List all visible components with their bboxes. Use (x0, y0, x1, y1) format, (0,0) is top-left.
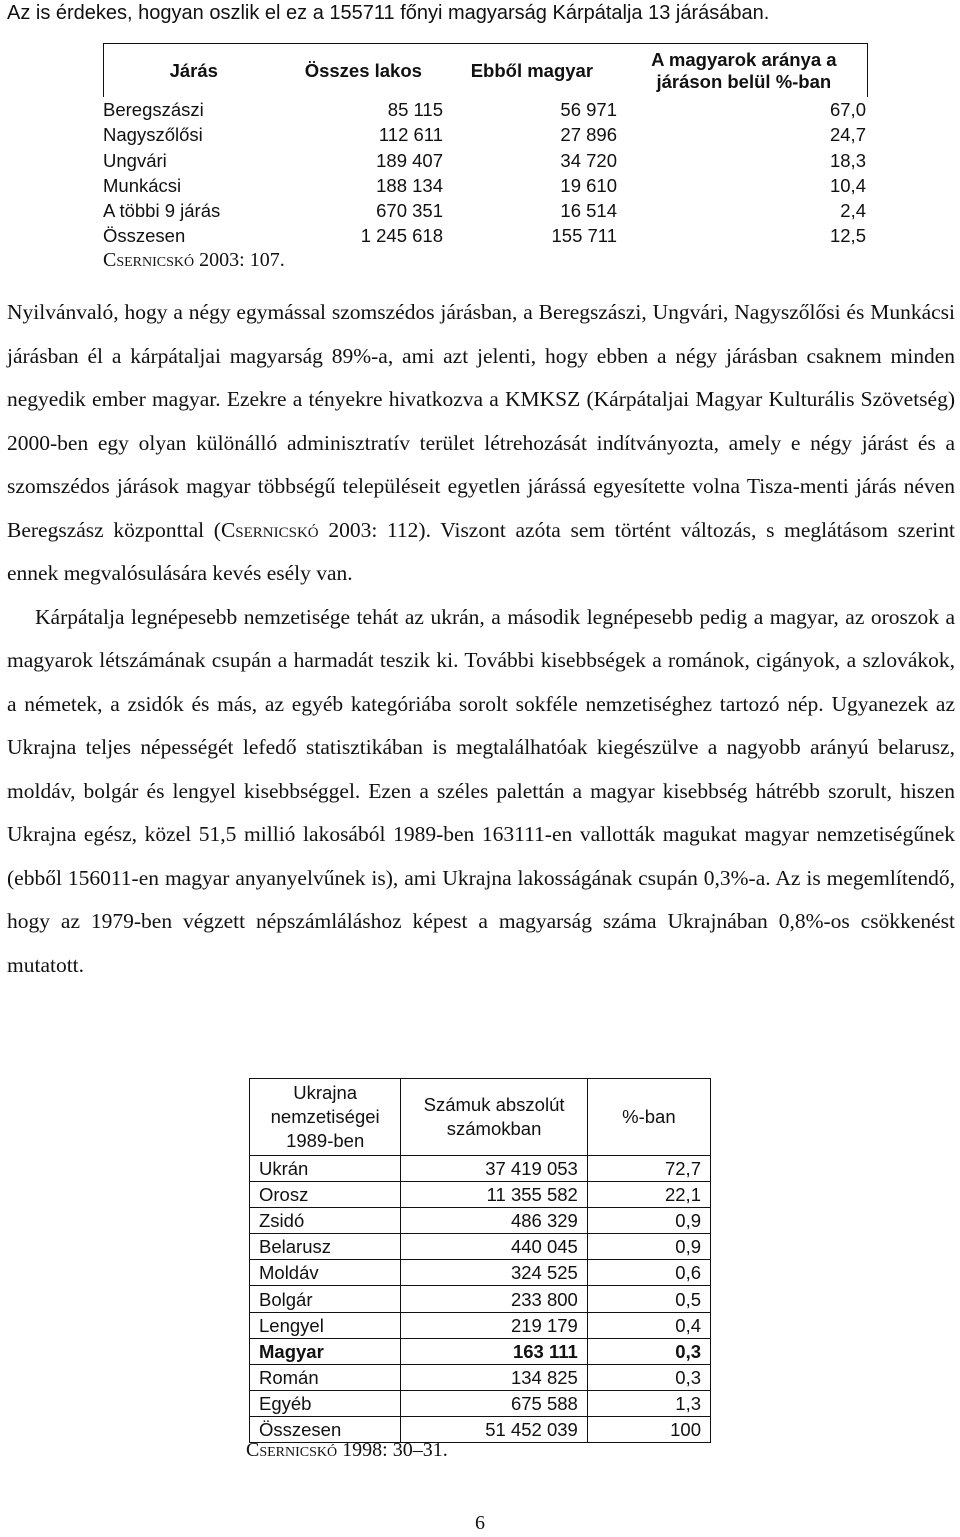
cell-nationality: Moldáv (250, 1260, 401, 1286)
header-district: Járás (169, 59, 218, 81)
cell-count: 37 419 053 (401, 1156, 588, 1182)
cell-total: 188 134 (376, 174, 443, 196)
header-hungarian: Ebből magyar (470, 59, 594, 81)
district-table-header-frame (103, 43, 868, 97)
cell-count: 324 525 (401, 1260, 588, 1286)
table-row (103, 173, 868, 198)
cell-share: 24,7 (829, 124, 866, 146)
table-row (103, 148, 868, 173)
cell-count: 233 800 (401, 1286, 588, 1312)
table-row (103, 97, 868, 122)
cell-nationality: Összesen (250, 1416, 401, 1442)
table-row (250, 1156, 711, 1182)
cell-percent: 0,6 (587, 1260, 710, 1286)
cell-count: 486 329 (401, 1208, 588, 1234)
citation-author: Csernicskó (220, 517, 319, 542)
cell-count: 675 588 (401, 1390, 588, 1416)
cell-percent: 22,1 (587, 1182, 710, 1208)
source-author: Csernicskó (246, 1439, 338, 1461)
cell-percent: 0,5 (587, 1286, 710, 1312)
table-row (250, 1286, 711, 1312)
cell-nationality: Lengyel (250, 1312, 401, 1338)
cell-percent: 0,3 (587, 1338, 710, 1364)
table-row (250, 1312, 711, 1338)
source-year-page: 2003: 107. (194, 249, 285, 271)
paragraph-2: Kárpátalja legnépesebb nemzetisége tehát az ukrán, a második legnépesebb pedig a magyar, az oroszok a magyarok létszámának csupán a harmadát teszik ki. További kisebbségek a románok, cigányok, a szlovákok, a németek, a zsidók és más, az egyéb kategóriába sorolt sokféle nemzetiséghez tartozó nép. Ugyanezek az Ukrajna teljes népességét lefedő statisztikában is megtalálhatóak kiegészülve a nagyobb arányú belarusz, moldáv, bolgár és lengyel kisebbséggel. Ezen a széles palettán a magyar kisebbség hátrébb szorult, hiszen Ukrajna egész, közel 51,5 millió lakosából 1989-ben 163111-en vallották magukat magyar nemzetiségűnek (ebből 156011-en magyar anyanyelvűnek is), ami Ukrajna lakosságának csupán 0,3%-a. Az is megemlítendő, hogy az 1979-ben végzett népszámláláshoz képest a magyarság száma Ukrajnában 0,8%-os csökkenést mutatott. (7, 604, 955, 977)
district-table-header (104, 44, 867, 97)
cell-total: 85 115 (387, 99, 443, 120)
cell-share: 10,4 (829, 174, 866, 196)
cell-hungarian: 16 514 (560, 200, 617, 222)
table-row (103, 122, 868, 147)
cell-nationality: Román (250, 1364, 401, 1390)
page-number: 6 (475, 1512, 485, 1534)
cell-percent: 1,3 (587, 1390, 710, 1416)
cell-share: 12,5 (829, 225, 866, 247)
district-table (103, 43, 868, 249)
cell-hungarian: 34 720 (560, 149, 617, 171)
body-text (7, 291, 955, 987)
cell-hungarian: 56 971 (560, 99, 617, 120)
cell-count: 11 355 582 (401, 1182, 588, 1208)
source-author: Csernicskó (103, 249, 195, 271)
cell-share: 67,0 (829, 99, 866, 120)
cell-nationality: Belarusz (250, 1234, 401, 1260)
cell-percent: 0,9 (587, 1234, 710, 1260)
cell-total: 1 245 618 (360, 225, 443, 247)
table-row (250, 1234, 711, 1260)
table-row (250, 1364, 711, 1390)
cell-percent: 0,3 (587, 1364, 710, 1390)
cell-district: Ungvári (103, 149, 167, 171)
cell-district: A többi 9 járás (103, 200, 221, 222)
cell-count: 219 179 (401, 1312, 588, 1338)
header-total-population: Összes lakos (304, 59, 422, 81)
header-percent: %-ban (587, 1079, 710, 1156)
cell-share: 18,3 (829, 149, 866, 171)
header-absolute: Számuk abszolút számokban (401, 1079, 588, 1156)
table-row-highlighted (250, 1338, 711, 1364)
cell-total: 112 611 (378, 124, 443, 146)
cell-count: 134 825 (401, 1364, 588, 1390)
cell-district: Összesen (103, 225, 186, 247)
cell-hungarian: 19 610 (560, 174, 617, 196)
header-nationality: Ukrajna nemzetiségei 1989-ben (250, 1079, 401, 1156)
intro-sentence: Az is érdekes, hogyan oszlik el ez a 155711 főnyi magyarság Kárpátalja 13 járásában. (7, 2, 770, 24)
cell-count: 163 111 (401, 1338, 588, 1364)
cell-district: Beregszászi (103, 99, 204, 120)
nationalities-table-source (246, 1435, 448, 1465)
cell-total: 189 407 (376, 149, 443, 171)
nationalities-table (249, 1078, 711, 1443)
cell-total: 670 351 (376, 200, 443, 222)
cell-nationality: Orosz (250, 1182, 401, 1208)
source-year-page: 1998: 30–31. (337, 1439, 448, 1461)
table-row (250, 1208, 711, 1234)
cell-percent: 100 (587, 1416, 710, 1442)
cell-count: 440 045 (401, 1234, 588, 1260)
cell-percent: 0,4 (587, 1312, 710, 1338)
header-hungarian-share: A magyarok aránya a járáson belül %-ban (651, 48, 837, 92)
nationalities-table-header (250, 1079, 711, 1156)
table-row (250, 1390, 711, 1416)
cell-nationality: Magyar (250, 1338, 401, 1364)
cell-share: 2,4 (840, 200, 866, 222)
cell-nationality: Egyéb (250, 1390, 401, 1416)
paragraph-1-text: Nyilvánvaló, hogy a négy egymással szomszédos járásban, a Beregszászi, Ungvári, Nagyszőlősi és Munkácsi járásban él a kárpátaljai magyarság 89%-a, ami azt jelenti, hogy ebben a négy járásban csaknem minden negyedik ember magyar. Ezekre a tényekre hivatkozva a KMKSZ (Kárpátaljai Magyar Kulturális Szövetség) 2000-ben egy olyan különálló adminisztratív terület létrehozását indítványozta, amely e négy járást és a szomszédos járások magyar többségű településeit egyetlen járássá egyesítette volna Tisza-menti járás néven Beregszász központtal ( (7, 300, 955, 542)
cell-hungarian: 155 711 (551, 225, 617, 247)
table-row (250, 1182, 711, 1208)
cell-percent: 0,9 (587, 1208, 710, 1234)
cell-hungarian: 27 896 (560, 124, 617, 146)
cell-nationality: Ukrán (250, 1156, 401, 1182)
cell-count: 51 452 039 (401, 1416, 588, 1442)
table-row (103, 198, 868, 223)
cell-district: Munkácsi (103, 174, 182, 196)
paragraph-1-end: 2003: 112). Viszont azóta sem történt változás, s meglátásom szerint ennek megvalósulására kevés esély van. (7, 517, 955, 585)
table-row (250, 1260, 711, 1286)
district-table-source (103, 245, 285, 275)
cell-percent: 72,7 (587, 1156, 710, 1182)
cell-nationality: Zsidó (250, 1208, 401, 1234)
cell-district: Nagyszőlősi (103, 124, 203, 146)
paragraph-1 (7, 291, 955, 596)
cell-nationality: Bolgár (250, 1286, 401, 1312)
